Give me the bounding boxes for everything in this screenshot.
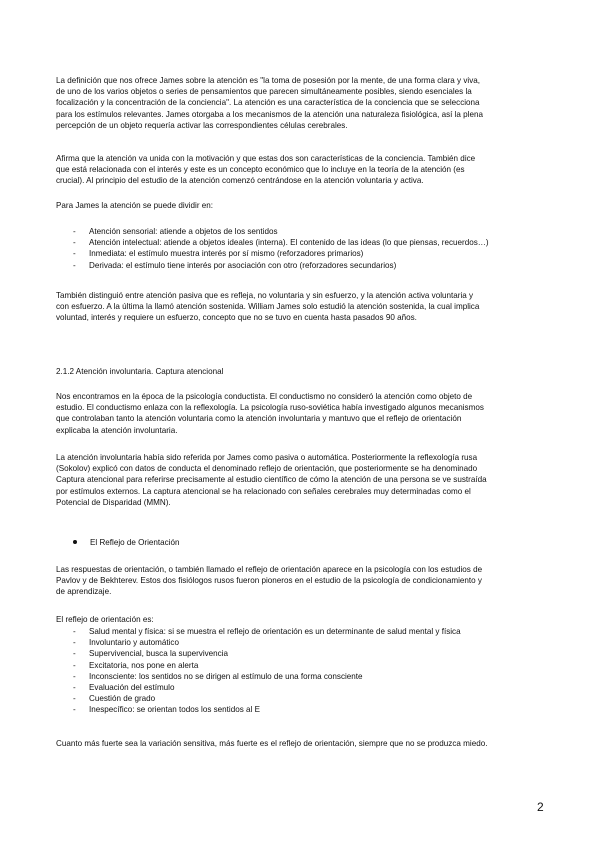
list-item: - Excitatoria, nos pone en alerta [73, 660, 199, 670]
paragraph-orientation-responses: Las respuestas de orientación, o también llamado el reflejo de orientación aparece en la psicología con los estudios de Pavlov y de Bekhterev. Estos dos fisiólogos rusos fueron pioneros en el estudio de la psicología de condicionamiento y de aprendizaje. [56, 565, 483, 597]
attention-types-list [56, 226, 546, 271]
paragraph-motivation: Afirma que la atención va unida con la motivación y que estas dos son características de la conciencia. También dice que está relacionada con el interés y este es un concepto económico que lo incluye en la teoría de la atención (es crucial). Al principio del estudio de la atención comenzó centrándose en la atención voluntaria y activa. [56, 154, 476, 186]
bullet-icon [73, 540, 77, 544]
list-item: - Supervivencial, busca la supervivencia [73, 649, 229, 659]
page-number: 2 [537, 800, 544, 814]
list-item: - Salud mental y física: si se muestra el reflejo de orientación es un determinante de salud mental y física [73, 627, 461, 636]
list-item: - Atención intelectual: atiende a objetos ideales (interna). El contenido de las ideas (lo que piensas, recuerdos…) [73, 238, 489, 248]
list-item: - Evaluación del estímulo [73, 683, 175, 693]
bullet-heading: El Reflejo de Orientación [90, 538, 180, 547]
list-item: - Inconsciente: los sentidos no se dirigen al estímulo de una forma consciente [73, 671, 363, 681]
list-item: - Derivada: el estímulo tiene interés por asociación con otro (reforzadores secundarios) [73, 260, 397, 270]
list-item: - Inmediata: el estímulo muestra interés por sí mismo (reforzadores primarios) [73, 249, 364, 259]
orientation-reflex-intro: El reflejo de orientación es: [56, 615, 154, 624]
paragraph-passive-active: También distinguió entre atención pasiva que es refleja, no voluntaria y sin esfuerzo, y la atención activa voluntaria y con esfuerzo. A la última la llamó atención sostenida. William James solo estudió la atención sostenida, la cual implica voluntad, interés y requiere un esfuerzo, concepto que no se tuvo en cuenta hasta pasados 90 años. [56, 291, 480, 323]
list-item: - Inespecífico: se orientan todos los sentidos al E [73, 705, 260, 715]
list-item: - Atención sensorial: atiende a objetos de los sentidos [73, 227, 278, 236]
paragraph-behaviorism: Nos encontramos en la época de la psicología conductista. El conductismo no consideró la atención como objeto de estudio. El conductismo enlaza con la reflexología. La psicología ruso-soviética había investigado algunos mecanismos que controlaban tanto la atención voluntaria como la atención involuntaria y mantuvo que el reflejo de orientación explicaba la atención involuntaria. [56, 392, 484, 435]
paragraph-james-definition: La definición que nos ofrece James sobre la atención es "la toma de posesión por la mente, de una forma clara y viva, de uno de los varios objetos o series de pensamientos que parecen simultáneamente posibles, siendo esenciales la focalización y la concentración de la conciencia". La atención es una característica de la conciencia que se selecciona para los estímulos relevantes. James otorgaba a los mecanismos de la atención una naturaleza fisiológica, así la plena percepción de un objeto requería activar las correspondientes células cerebrales. [56, 76, 483, 130]
list-item: - Involuntario y automático [73, 638, 179, 648]
paragraph-conclusion: Cuanto más fuerte sea la variación sensitiva, más fuerte es el reflejo de orientación, siempre que no se produzca miedo. [56, 739, 488, 748]
orientation-reflex-list [56, 626, 546, 716]
section-heading: 2.1.2 Atención involuntaria. Captura atencional [56, 367, 224, 376]
paragraph-division-intro: Para James la atención se puede dividir en: [56, 201, 214, 210]
paragraph-involuntary-attention: La atención involuntaria había sido referida por James como pasiva o automática. Posteriormente la reflexología rusa (Sokolov) explicó con datos de conducta el denominado reflejo de orientación, que posteriormente se ha denominado Captura atencional para referirse precisamente al estudio científico de cómo la atención de una persona se ve sustraída por estímulos externos. La captura atencional se ha relacionado con señales cerebrales muy determinadas como el Potencial de Disparidad (MMN). [56, 453, 487, 507]
list-item: - Cuestión de grado [73, 694, 156, 704]
